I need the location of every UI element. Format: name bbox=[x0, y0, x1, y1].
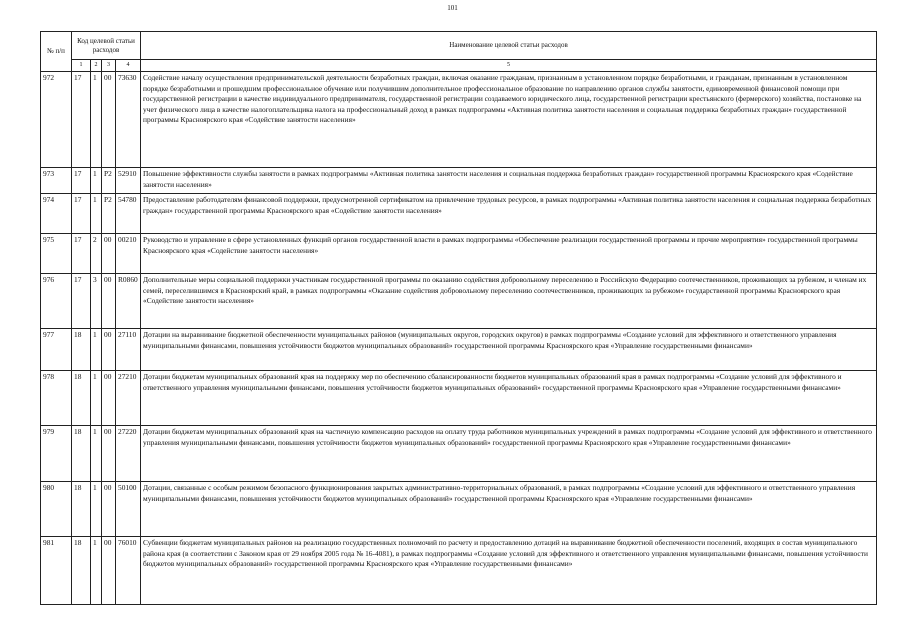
row-number: 975 bbox=[41, 234, 72, 274]
code-part-1: 17 bbox=[72, 72, 91, 168]
expense-name: Предоставление работодателям финансовой поддержки, предусмотренной сертификатом на привлечение трудовых ресурсов, в рамках подпрограммы «Активная политика занятости населения и социальная поддержка безработных граждан» государственной программы Красноярского края «Содействие занятости населения» bbox=[141, 194, 877, 234]
table-row bbox=[41, 371, 877, 426]
code-part-4: 52910 bbox=[116, 168, 141, 194]
table-row bbox=[41, 482, 877, 537]
code-part-3: 00 bbox=[102, 537, 116, 605]
table-row bbox=[41, 194, 877, 234]
code-part-2: 3 bbox=[91, 274, 102, 329]
code-part-3: P2 bbox=[102, 168, 116, 194]
code-part-1: 18 bbox=[72, 537, 91, 605]
code-part-2: 1 bbox=[91, 72, 102, 168]
code-part-3: 00 bbox=[102, 234, 116, 274]
expense-name: Дотации на выравнивание бюджетной обеспеченности муниципальных районов (муниципальных округов, городских округов) в рамках подпрограммы «Создание условий для эффективного и ответственного управления муниципальными финансами, повышения устойчивости бюджетов муниципальных образований» государственной программы Красноярского края «Управление государственными финансами» bbox=[141, 329, 877, 371]
row-number: 980 bbox=[41, 482, 72, 537]
header-row bbox=[41, 32, 877, 60]
code-part-2: 1 bbox=[91, 482, 102, 537]
expense-name: Субвенции бюджетам муниципальных районов на реализацию государственных полномочий по расчету и предоставлению дотаций на выравнивание бюджетной обеспеченности поселений, входящих в состав муниципального района края (в соответствии с Законом края от 29 ноября 2005 года № 16-4081), в рамках подпрограммы «Создание условий для эффективного и ответственного управления муниципальными финансами, повышения устойчивости бюджетов муниципальных образований» государственной программы Красноярского края «Управление государственными финансами» bbox=[141, 537, 877, 605]
header-name: Наименование целевой статьи расходов bbox=[141, 32, 877, 60]
code-part-2: 1 bbox=[91, 426, 102, 482]
code-part-3: 00 bbox=[102, 482, 116, 537]
code-part-4: 54780 bbox=[116, 194, 141, 234]
row-number: 977 bbox=[41, 329, 72, 371]
table-row bbox=[41, 72, 877, 168]
expense-name: Дотации, связанные с особым режимом безопасного функционирования закрытых административно-территориальных образований, в рамках подпрограммы «Создание условий для эффективного и ответственного управления муниципальными финансами, повышения устойчивости бюджетов муниципальных образований» государственной программы Красноярского края «Управление государственными финансами» bbox=[141, 482, 877, 537]
row-number: 973 bbox=[41, 168, 72, 194]
header-code-group: Код целевой статьи расходов bbox=[72, 32, 141, 60]
row-number: 978 bbox=[41, 371, 72, 426]
header-num: № п/п bbox=[41, 32, 72, 72]
row-number: 981 bbox=[41, 537, 72, 605]
code-part-2: 1 bbox=[91, 168, 102, 194]
code-part-3: 00 bbox=[102, 426, 116, 482]
code-part-1: 18 bbox=[72, 371, 91, 426]
code-part-2: 1 bbox=[91, 194, 102, 234]
column-number-row bbox=[41, 60, 877, 72]
row-number: 976 bbox=[41, 274, 72, 329]
table-row bbox=[41, 426, 877, 482]
code-part-1: 17 bbox=[72, 194, 91, 234]
code-part-3: 00 bbox=[102, 72, 116, 168]
col-number: 4 bbox=[116, 60, 141, 72]
code-part-2: 1 bbox=[91, 537, 102, 605]
row-number: 972 bbox=[41, 72, 72, 168]
code-part-1: 17 bbox=[72, 234, 91, 274]
expense-name: Руководство и управление в сфере установленных функций органов государственной власти в рамках подпрограммы «Обеспечение реализации государственной программы и прочие мероприятия» государственной программы Красноярского края «Содействие занятости населения» bbox=[141, 234, 877, 274]
table-row bbox=[41, 537, 877, 605]
col-number: 5 bbox=[141, 60, 877, 72]
expense-name: Дотации бюджетам муниципальных образований края на поддержку мер по обеспечению сбалансированности бюджетов муниципальных образований края в рамках подпрограммы «Создание условий для эффективного и ответственного управления муниципальными финансами, повышения устойчивости бюджетов муниципальных образований» государственной программы Красноярского края «Управление государственными финансами» bbox=[141, 371, 877, 426]
table-row bbox=[41, 168, 877, 194]
code-part-4: 27210 bbox=[116, 371, 141, 426]
code-part-2: 1 bbox=[91, 329, 102, 371]
code-part-4: 73630 bbox=[116, 72, 141, 168]
code-part-3: 00 bbox=[102, 274, 116, 329]
table-row bbox=[41, 234, 877, 274]
code-part-4: 50100 bbox=[116, 482, 141, 537]
code-part-4: 00210 bbox=[116, 234, 141, 274]
col-number: 3 bbox=[102, 60, 116, 72]
code-part-2: 1 bbox=[91, 371, 102, 426]
table-row bbox=[41, 329, 877, 371]
code-part-1: 17 bbox=[72, 168, 91, 194]
code-part-1: 18 bbox=[72, 329, 91, 371]
code-part-4: 76010 bbox=[116, 537, 141, 605]
code-part-2: 2 bbox=[91, 234, 102, 274]
col-number: 1 bbox=[72, 60, 91, 72]
code-part-3: 00 bbox=[102, 371, 116, 426]
code-part-4: 27110 bbox=[116, 329, 141, 371]
code-part-3: 00 bbox=[102, 329, 116, 371]
target-expense-codes-table bbox=[40, 31, 877, 605]
expense-name: Повышение эффективности службы занятости в рамках подпрограммы «Активная политика занятости населения и социальная поддержка безработных граждан» государственной программы Красноярского края «Содействие занятости населения» bbox=[141, 168, 877, 194]
code-part-4: R0860 bbox=[116, 274, 141, 329]
expense-name: Дополнительные меры социальной поддержки участникам государственной программы по оказанию содействия добровольному переселению в Российскую Федерацию соотечественников, проживающих за рубежом, и членам их семей, переселившимся в Красноярский край, в рамках подпрограммы «Оказание содействия добровольному переселению соотечественников, проживающих за рубежом» государственной программы Красноярского края «Содействие занятости населения» bbox=[141, 274, 877, 329]
col-number: 2 bbox=[91, 60, 102, 72]
code-part-3: P2 bbox=[102, 194, 116, 234]
code-part-1: 18 bbox=[72, 426, 91, 482]
table-row bbox=[41, 274, 877, 329]
code-part-1: 17 bbox=[72, 274, 91, 329]
row-number: 974 bbox=[41, 194, 72, 234]
code-part-1: 18 bbox=[72, 482, 91, 537]
expense-name: Содействие началу осуществления предпринимательской деятельности безработных граждан, включая оказание гражданам, признанным в установленном порядке безработными, и гражданам, признанным в установленном порядке безработными и прошедшим профессиональное обучение или получившим дополнительное профессиональное образование по направлению органов службы занятости, единовременной финансовой помощи при государственной регистрации в качестве индивидуального предпринимателя, государственной регистрации создаваемого юридического лица, государственной регистрации крестьянского (фермерского) хозяйства, постановке на учет физического лица в качестве налогоплательщика налога на профессиональный доход в рамках подпрограммы «Активная политика занятости населения и социальная поддержка безработных граждан» государственной программы Красноярского края «Содействие занятости населения» bbox=[141, 72, 877, 168]
code-part-4: 27220 bbox=[116, 426, 141, 482]
row-number: 979 bbox=[41, 426, 72, 482]
page-number: 101 bbox=[447, 4, 458, 12]
expense-name: Дотации бюджетам муниципальных образований края на частичную компенсацию расходов на оплату труда работников муниципальных учреждений в рамках подпрограммы «Создание условий для эффективного и ответственного управления муниципальными финансами, повышения устойчивости бюджетов муниципальных образований» государственной программы Красноярского края «Управление государственными финансами» bbox=[141, 426, 877, 482]
